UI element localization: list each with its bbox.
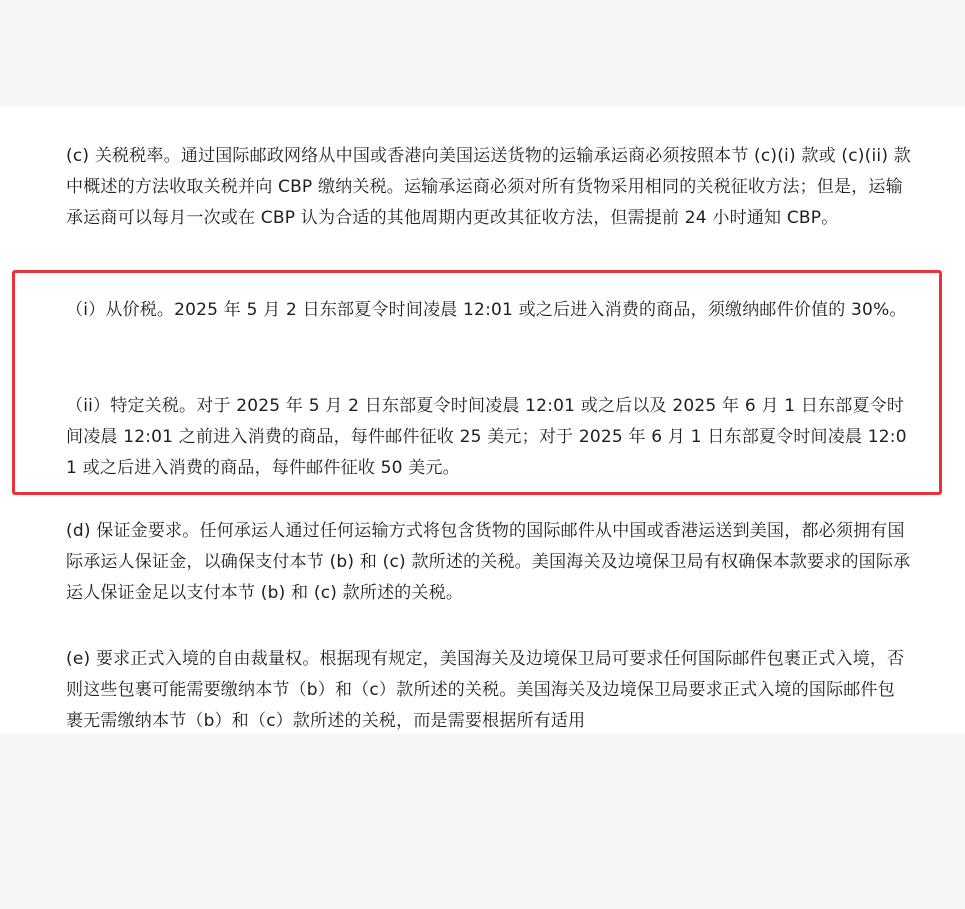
paragraph-c-tariff-rates: (c) 关税税率。通过国际邮政网络从中国或香港向美国运送货物的运输承运商必须按照本节 (c)(i) 款或 (c)(ii) 款中概述的方法收取关税并向 CBP 缴纳关税。运输承运商必须对所有货物采用相同的关税征收方法；但是，运输承运商可以每月一次或在 CBP 认为合适的其他周期内更改其征收方法，但需提前 24 小时通知 CBP。 <box>66 146 911 228</box>
paragraph-d-bond-requirement: (d) 保证金要求。任何承运人通过任何运输方式将包含货物的国际邮件从中国或香港运送到美国，都必须拥有国际承运人保证金，以确保支付本节 (b) 和 (c) 款所述的关税。美国海关及边境保卫局有权确保本款要求的国际承运人保证金足以支付本节 (b) 和 (c) 款所述的关税。 <box>66 521 911 603</box>
paragraph-e-formal-entry: (e) 要求正式入境的自由裁量权。根据现有规定，美国海关及边境保卫局可要求任何国际邮件包裹正式入境，否则这些包裹可能需要缴纳本节（b）和（c）款所述的关税。美国海关及边境保卫局要求正式入境的国际邮件包裹无需缴纳本节（b）和（c）款所述的关税，而是需要根据所有适用 <box>66 649 905 731</box>
document-page <box>0 107 965 734</box>
paragraph-c-i-ad-valorem: （i）从价税。2025 年 5 月 2 日东部夏令时间凌晨 12:01 或之后进入消费的商品，须缴纳邮件价值的 30%。 <box>66 300 907 320</box>
paragraph-c-ii-specific-duty: （ii）特定关税。对于 2025 年 5 月 2 日东部夏令时间凌晨 12:01 或之后以及 2025 年 6 月 1 日东部夏令时间凌晨 12:01 之前进入消费的商品，每件邮件征收 25 美元；对于 2025 年 6 月 1 日东部夏令时间凌晨 12:01 或之后进入消费的商品，每件邮件征收 50 美元。 <box>66 396 907 478</box>
